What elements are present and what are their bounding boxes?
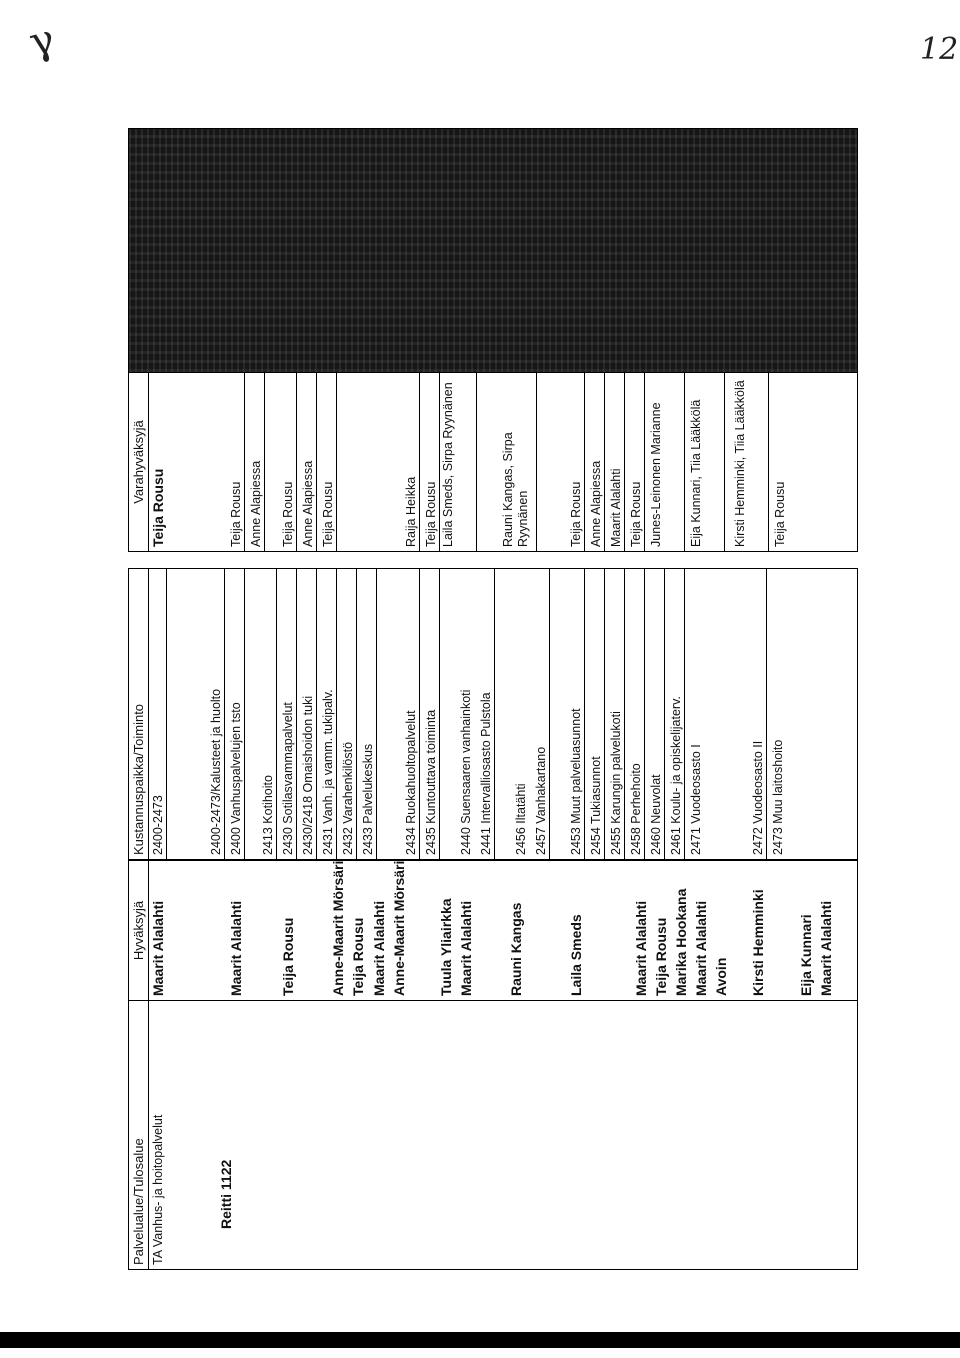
approver-cell: Teija Rousu <box>350 917 366 996</box>
deputy-cell: Anne Alapiessa <box>249 373 265 551</box>
cost-row: 2400-2473 <box>151 569 167 859</box>
approver-cell: Maarit Alalahti <box>458 900 474 996</box>
approver-cell: Laila Smeds <box>568 914 584 996</box>
deputy-cell: Teija Rousu <box>321 373 337 551</box>
header-approver: Hyväksyjä <box>129 861 149 1000</box>
cost-row: 2400 Vanhuspalvelujen tsto <box>229 569 245 859</box>
area-route: Reitti 1122 <box>218 1159 234 1229</box>
deputy-cell: Teija Rousu <box>229 373 245 551</box>
cost-center-column <box>128 568 858 860</box>
approver-cell: Maarit Alalahti <box>818 900 834 996</box>
cost-row: 2461 Koulu- ja opiskelijaterv. <box>669 569 685 859</box>
cost-row: 2430/2418 Omaishoidon tuki <box>301 569 317 859</box>
deputy-cell: Anne Alapiessa <box>301 373 317 551</box>
approver-cell: Rauni Kangas <box>508 902 524 996</box>
cost-row: 2455 Karungin palvelukoti <box>609 569 625 859</box>
approver-cell: Anne-Maarit Mörsäri <box>330 860 346 996</box>
deputy-cell: Rauni Kangas, Sirpa Ryynänen <box>501 373 537 551</box>
handwritten-mark-left: γ <box>24 15 60 67</box>
approver-column <box>128 860 858 1000</box>
approver-cell: Marika Hookana <box>673 888 689 996</box>
approver-cell: Maarit Alalahti <box>693 900 709 996</box>
cost-row: 2472 Vuodeosasto II <box>751 569 767 859</box>
deputy-column <box>128 372 858 552</box>
deputy-cell: Teija Rousu <box>773 481 787 547</box>
cost-row: 2460 Neuvolat <box>649 569 665 859</box>
deputy-cell: Maarit Alalahti <box>609 373 625 551</box>
area-unit: TA Vanhus- ja hoitopalvelut <box>151 1114 165 1265</box>
approver-cell: Maarit Alalahti <box>371 900 387 996</box>
approver-cell: Avoin <box>713 957 729 996</box>
approver-cell: Kirsti Hemminki <box>750 889 766 996</box>
cost-row: 2453 Muut palveluasunnot <box>569 569 585 859</box>
cost-row: 2473 Muu laitoshoito <box>771 739 785 855</box>
deputy-cell: Teija Rousu <box>424 373 440 551</box>
cost-row: 2434 Ruokahuoltopalvelut <box>404 569 420 859</box>
deputy-cell: Eija Kunnari, Tiia Lääkkölä <box>689 373 725 551</box>
deputy-cell: Raija Heikka <box>404 373 420 551</box>
approver-table <box>128 128 858 1270</box>
handwritten-page-number: 12 <box>920 32 959 67</box>
approver-cell: Maarit Alalahti <box>633 900 649 996</box>
deputy-cell: Anne Alapiessa <box>589 373 605 551</box>
scan-edge-bar <box>0 1332 960 1348</box>
approver-cell: Tuula Yliairkka <box>438 898 454 996</box>
approver-cell: Teija Rousu <box>653 917 669 996</box>
deputy-cell: Teija Rousu <box>569 373 585 551</box>
cost-row: 2400-2473/Kalusteet ja huolto <box>209 569 225 859</box>
cost-row: 2432 Varahenkilöstö <box>341 569 357 859</box>
header-cost-center: Kustannuspaikka/Toiminto <box>129 569 149 859</box>
approver-cell: Teija Rousu <box>280 917 296 996</box>
header-area: Palvelualue/Tulosalue <box>129 1001 149 1269</box>
approver-cell: Maarit Alalahti <box>150 900 166 996</box>
cost-row: 2457 Vanhakartano <box>534 569 550 859</box>
approver-cell: Anne-Maarit Mörsäri <box>391 860 407 996</box>
approver-cell: Maarit Alalahti <box>228 900 244 996</box>
cost-row: 2435 Kuntouttava toiminta <box>424 569 440 859</box>
area-column <box>128 1000 858 1270</box>
deputy-cell: Laila Smeds, Sirpa Ryynänen <box>441 373 477 551</box>
cost-row: 2433 Palvelukeskus <box>361 569 377 859</box>
deputy-cell: Teija Rousu <box>281 373 297 551</box>
approver-cell: Eija Kunnari <box>798 914 814 996</box>
cost-row: 2454 Tukiasunnot <box>589 569 605 859</box>
redacted-column <box>128 128 858 372</box>
cost-row: 2440 Suensaaren vanhainkoti <box>459 689 473 855</box>
cost-row: 2471 Vuodeosasto I <box>689 744 703 855</box>
cost-row: 2456 Iltatähti <box>514 783 528 855</box>
cost-row: 2441 Intervalliosasto Pulstola <box>479 569 495 859</box>
deputy-cell: Teija Rousu <box>629 373 645 551</box>
cost-row: 2458 Perhehoito <box>629 569 645 859</box>
deputy-cell: Teija Rousu <box>150 468 166 547</box>
deputy-cell: Junes-Leinonen Marianne <box>649 373 685 551</box>
header-deputy: Varahyväksyjä <box>129 373 149 551</box>
cost-row: 2413 Kotihoito <box>261 569 277 859</box>
cost-row: 2431 Vanh. ja vamm. tukipalv. <box>321 569 337 859</box>
deputy-cell: Kirsti Hemminki, Tiia Lääkkölä <box>733 373 769 551</box>
cost-row: 2430 Sotilasvammapalvelut <box>281 569 297 859</box>
